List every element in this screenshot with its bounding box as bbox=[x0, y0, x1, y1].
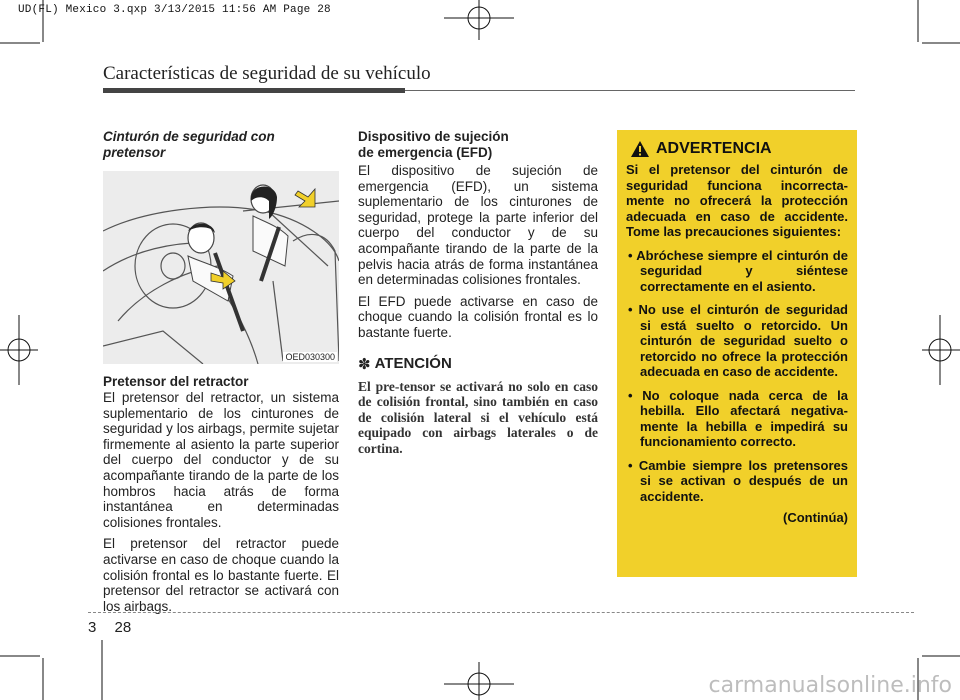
bullet: • bbox=[628, 247, 633, 263]
title-rule-thin bbox=[405, 90, 855, 91]
warning-item bbox=[626, 248, 848, 295]
warning-box bbox=[617, 130, 857, 577]
warning-header bbox=[630, 140, 848, 158]
watermark: carmanualsonline.info bbox=[708, 673, 952, 698]
caution-text: El pre-tensor se activará no solo en caso de colisión frontal, sino también en caso de colisión lateral si el vehículo está equipado con airbags laterales o de cortina. bbox=[358, 378, 598, 456]
warning-item-text: Abróchese siempre el cinturón de seguridad y siéntese correctamente en el asiento. bbox=[636, 247, 848, 294]
efd-heading-line2: de emergencia (EFD) bbox=[358, 145, 493, 160]
footer-rule bbox=[88, 612, 914, 613]
efd-paragraph-1: El dispositivo de sujeción de emergencia (EFD), un sistema suplementario de los cinturones de seguridad, protege la parte inferior del cuerpo del conductor y de su acompañante tirando de la parte de la pelvis hacia atrás de forma instantánea en determinadas colisiones frontales. bbox=[358, 163, 598, 288]
warning-item bbox=[626, 302, 848, 380]
print-header: UD(FL) Mexico 3.qxp 3/13/2015 11:56 AM Page 28 bbox=[18, 4, 331, 16]
caution-title: ATENCIÓN bbox=[374, 355, 452, 373]
bullet: • bbox=[628, 302, 633, 317]
warning-triangle-icon bbox=[630, 140, 650, 158]
efd-paragraph-2: El EFD puede activarse en caso de choque cuando la colisión frontal es lo bastante fuerte. bbox=[358, 293, 598, 340]
retractor-paragraph-1: El pretensor del retractor, un sistema suplementario de los cinturones de seguridad y los airbags, permite sujetar firmemente al asiento la parte superior del cuerpo del conductor y de su acompañante tirando de la parte de los hombros hacia atrás de forma instantánea en determinadas colisiones frontales. bbox=[103, 390, 339, 530]
efd-heading-line1: Dispositivo de sujeción bbox=[358, 129, 509, 144]
chapter-number: 3 bbox=[88, 619, 97, 636]
warning-item bbox=[626, 458, 848, 505]
page-number bbox=[88, 619, 131, 636]
asterisk-icon: ✽ bbox=[358, 355, 371, 373]
pretensioner-illustration bbox=[103, 171, 339, 364]
continued-label: (Continúa) bbox=[783, 510, 848, 525]
left-column bbox=[103, 129, 339, 620]
warning-item-text: Cambie siempre los pretensores si se activan o después de un accidente. bbox=[638, 457, 848, 504]
warning-item bbox=[626, 388, 848, 450]
warning-item-text: No use el cinturón de seguridad si está suelto o retorcido. Un cinturón de seguridad suelto o retorcido no ofrece la protección adecuada en caso de accidente. bbox=[638, 302, 848, 379]
car-interior-illustration bbox=[103, 171, 339, 364]
warning-item-text: No coloque nada cerca de la hebilla. Ello afectará negativa-mente la hebilla e impedirá su funcionamiento correcto. bbox=[640, 387, 848, 449]
warning-list bbox=[626, 248, 848, 505]
warning-title: ADVERTENCIA bbox=[656, 140, 772, 157]
section-title: Características de seguridad de su vehículo bbox=[103, 63, 431, 84]
caution-heading bbox=[358, 355, 598, 373]
retractor-paragraph-2: El pretensor del retractor puede activarse en caso de choque cuando la colisión frontal es lo bastante fuerte. El pretensor del retractor se activará con los airbags. bbox=[103, 536, 339, 614]
bullet: • bbox=[628, 457, 633, 473]
figure-code: OED030300 bbox=[285, 352, 335, 362]
pretensioner-subheading: Cinturón de seguridad con pretensor bbox=[103, 129, 275, 160]
page-number-value: 28 bbox=[114, 619, 132, 636]
title-rule bbox=[103, 88, 405, 93]
warning-intro: Si el pretensor del cinturón de seguridad funciona incorrecta-mente no ofrecerá la protección adecuada en caso de accidente. Tome las precauciones siguientes: bbox=[626, 162, 848, 239]
bullet: • bbox=[628, 387, 633, 403]
middle-column bbox=[358, 129, 598, 457]
retractor-heading: Pretensor del retractor bbox=[103, 374, 249, 389]
